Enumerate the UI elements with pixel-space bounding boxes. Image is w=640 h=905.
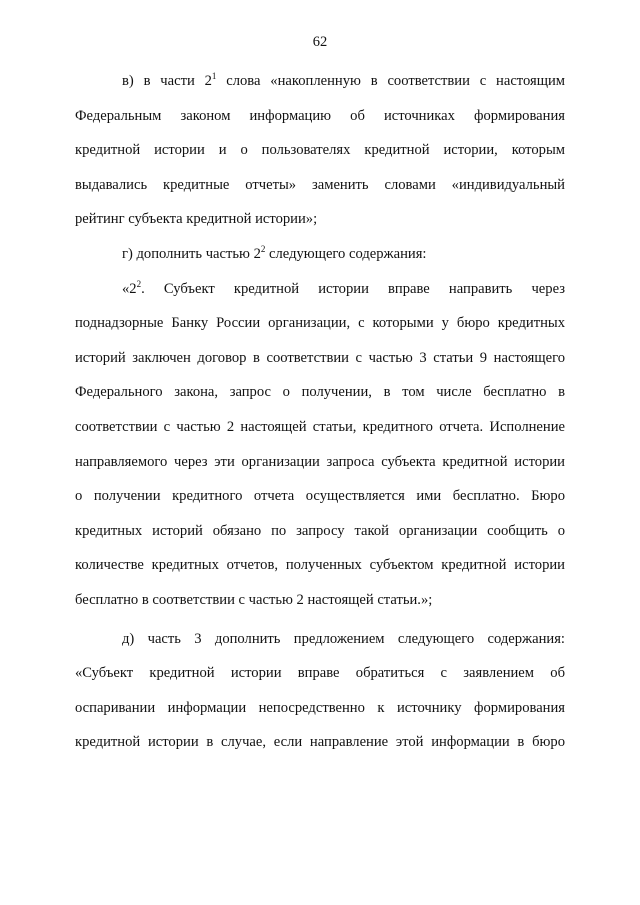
- text-line: д) часть 3 дополнить предложением следующего содержания:: [122, 630, 565, 647]
- text-line: бесплатно в соответствии с частью 2 настоящей статьи.»;: [75, 591, 433, 608]
- text-segment: слова «накопленную в соответствии с настоящим: [216, 73, 565, 89]
- text-line: кредитной истории в случае, если направление этой информации в бюро: [75, 734, 565, 751]
- text-line: выдавались кредитные отчеты» заменить словами «индивидуальный: [75, 176, 565, 193]
- text-line: поднадзорные Банку России организации, с которыми у бюро кредитных: [75, 315, 565, 332]
- text-line: кредитных историй обязано по запросу такой организации сообщить о: [75, 522, 565, 539]
- text-line: количестве кредитных отчетов, полученных субъектом кредитной истории: [75, 557, 565, 574]
- text-line: соответствии с частью 2 настоящей статьи, кредитного отчета. Исполнение: [75, 418, 565, 435]
- text-line: историй заключен договор в соответствии с частью 3 статьи 9 настоящего: [75, 349, 565, 366]
- page-number: 62: [312, 34, 328, 50]
- text-segment: «2: [122, 280, 137, 297]
- text-line: Федеральным законом информацию об источниках формирования: [75, 107, 565, 124]
- text-line: направляемого через эти организации запроса субъекта кредитной истории: [75, 453, 565, 470]
- text-line: о получении кредитного отчета осуществляется ими бесплатно. Бюро: [75, 488, 565, 505]
- text-line: [75, 272, 565, 307]
- superscript: 2: [136, 278, 142, 289]
- text-line: рейтинг субъекта кредитной истории»;: [75, 211, 318, 228]
- text-line: [75, 64, 565, 99]
- text-line: [75, 237, 565, 272]
- text-line: «Субъект кредитной истории вправе обратиться с заявлением об: [75, 665, 565, 682]
- superscript: 2: [260, 243, 266, 254]
- text-segment: в) в части 2: [122, 73, 212, 89]
- text-line: оспаривании информации непосредственно к источнику формирования: [75, 699, 565, 716]
- text-line: кредитной истории и о пользователях кредитной истории, которым: [75, 142, 565, 159]
- text-segment: следующего содержания:: [265, 245, 427, 262]
- text-line: Федерального закона, запрос о получении, в том числе бесплатно в: [75, 384, 565, 401]
- text-segment: г) дополнить частью 2: [122, 245, 261, 262]
- document-body: [75, 64, 565, 760]
- text-segment: . Субъект кредитной истории вправе направить через: [141, 280, 565, 297]
- superscript: 1: [211, 71, 217, 81]
